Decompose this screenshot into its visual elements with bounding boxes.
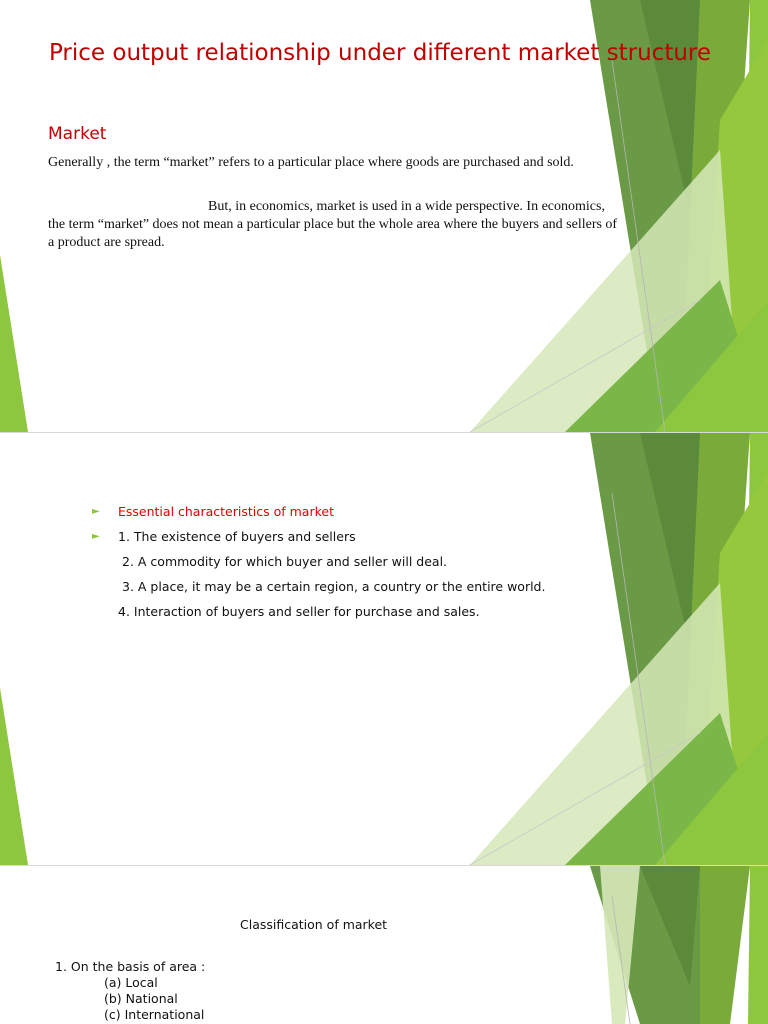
list-item: (c) International (104, 1007, 205, 1022)
list-item-text: 2. A commodity for which buyer and seller will deal. (122, 554, 448, 569)
green-decoration-graphic (0, 433, 768, 865)
classification-item-area: 1. On the basis of area : (55, 959, 206, 974)
paragraph-economics-definition: But, in economics, market is used in a wide perspective. In economics, the term “market” does not mean a particular place but the whole area where the buyers and sellers of a product are spread. (48, 199, 618, 250)
list-item-text: 4. Interaction of buyers and seller for purchase and sales. (118, 604, 480, 619)
list-item-text: 3. A place, it may be a certain region, a country or the entire world. (122, 579, 546, 594)
slide-market-definition (0, 0, 768, 432)
triangle-bullet-icon: ► (92, 506, 100, 517)
triangle-bullet-icon: ► (92, 531, 100, 542)
section-heading-market: Market (48, 124, 107, 144)
paragraph-general-definition: Generally , the term “market” refers to a particular place where goods are purchased and sold. (48, 155, 574, 170)
slide-essential-characteristics (0, 433, 768, 865)
list-item: (a) Local (104, 975, 158, 990)
list-item: (b) National (104, 991, 178, 1006)
slide-title: Price output relationship under different market structure (48, 40, 712, 66)
list-item-text: Essential characteristics of market (118, 504, 334, 519)
area-sub-list (104, 975, 204, 1023)
classification-title: Classification of market (240, 917, 388, 932)
list-item-text: 1. The existence of buyers and sellers (118, 529, 356, 544)
